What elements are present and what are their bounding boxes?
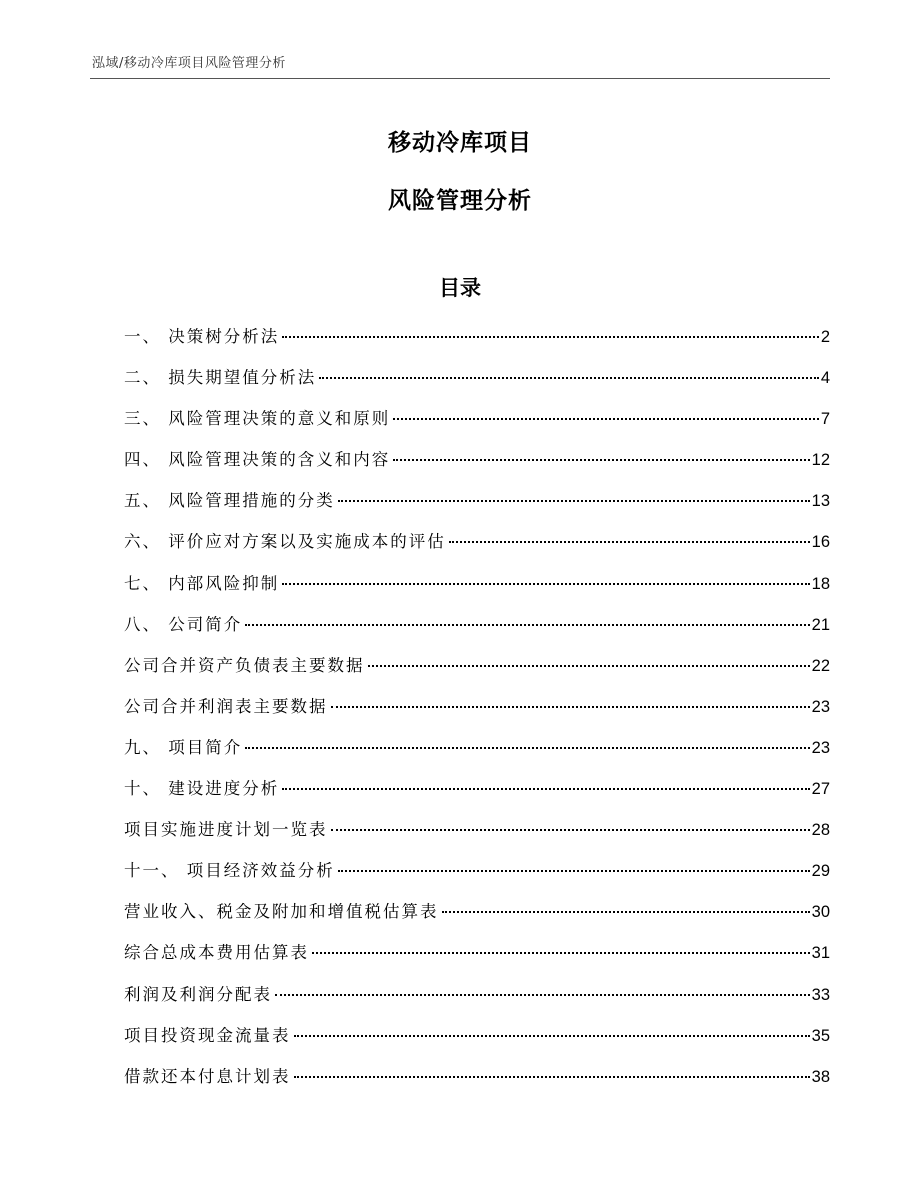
toc-dot-leader [319,376,819,379]
toc-entry[interactable] [124,653,830,694]
toc-entry[interactable] [124,858,830,899]
toc-dot-leader [282,335,819,338]
toc-entry-page-number: 18 [811,574,830,593]
toc-entry[interactable] [124,776,830,817]
toc-entry-page-number: 27 [811,780,830,799]
toc-entry-label: 营业收入、税金及附加和增值税估算表 [124,902,439,922]
toc-entry-page-number: 31 [811,944,830,963]
toc-entry-page-number: 21 [811,615,830,634]
toc-entry-page-number: 23 [811,738,830,757]
table-of-contents [124,324,830,1105]
toc-dot-leader [368,664,810,667]
document-title-line-2: 风险管理分析 [388,188,532,214]
toc-entry-label: 项目实施进度计划一览表 [124,820,328,840]
toc-entry-label: 利润及利润分配表 [124,984,272,1004]
toc-dot-leader [245,746,809,749]
toc-dot-leader [331,828,810,831]
toc-entry-page-number: 38 [811,1067,830,1086]
toc-entry-page-number: 7 [820,410,830,429]
toc-entry[interactable] [124,365,830,406]
toc-entry-label: 六、 评价应对方案以及实施成本的评估 [124,532,446,552]
toc-entry-label: 九、 项目简介 [124,737,243,757]
toc-entry[interactable] [124,982,830,1023]
toc-entry-page-number: 22 [811,656,830,675]
toc-dot-leader [275,993,810,996]
toc-entry-label: 四、 风险管理决策的含义和内容 [124,450,391,470]
toc-entry[interactable] [124,899,830,940]
toc-heading: 目录 [439,276,481,300]
toc-entry-label: 二、 损失期望值分析法 [124,368,317,388]
toc-entry[interactable] [124,488,830,529]
toc-entry[interactable] [124,817,830,858]
toc-entry-page-number: 4 [820,369,830,388]
toc-entry[interactable] [124,529,830,570]
toc-entry-page-number: 16 [811,533,830,552]
toc-dot-leader [338,869,810,872]
document-title-line-1: 移动冷库项目 [388,130,532,156]
toc-dot-leader [449,540,810,543]
toc-entry-label: 十、 建设进度分析 [124,779,280,799]
toc-entry-page-number: 2 [820,328,830,346]
toc-entry-page-number: 29 [811,862,830,881]
toc-entry[interactable] [124,694,830,735]
toc-dot-leader [331,705,810,708]
toc-entry-page-number: 35 [811,1026,830,1045]
toc-entry-label: 借款还本付息计划表 [124,1066,291,1086]
toc-entry-label: 十一、 项目经济效益分析 [124,861,335,881]
toc-dot-leader [312,951,810,954]
toc-entry[interactable] [124,735,830,776]
toc-entry-page-number: 33 [811,985,830,1004]
toc-entry-label: 七、 内部风险抑制 [124,573,280,593]
toc-entry-label: 项目投资现金流量表 [124,1025,291,1045]
running-header: 泓域/移动冷库项目风险管理分析 [92,56,286,71]
toc-dot-leader [245,623,809,626]
toc-entry[interactable] [124,324,830,365]
toc-entry-label: 公司合并利润表主要数据 [124,696,328,716]
toc-dot-leader [338,499,810,502]
toc-dot-leader [442,910,810,913]
toc-dot-leader [294,1075,810,1078]
toc-entry[interactable] [124,612,830,653]
toc-entry-page-number: 23 [811,697,830,716]
toc-dot-leader [294,1034,810,1037]
toc-entry[interactable] [124,1023,830,1064]
toc-dot-leader [393,417,819,420]
toc-entry-label: 三、 风险管理决策的意义和原则 [124,409,391,429]
header-divider [90,78,830,79]
toc-dot-leader [282,787,809,790]
toc-entry-page-number: 12 [811,451,830,470]
toc-entry[interactable] [124,571,830,612]
toc-entry-label: 公司合并资产负债表主要数据 [124,655,365,675]
toc-entry-label: 综合总成本费用估算表 [124,943,309,963]
toc-entry-label: 一、 决策树分析法 [124,327,280,346]
toc-entry[interactable] [124,1064,830,1105]
toc-entry-page-number: 28 [811,821,830,840]
toc-dot-leader [393,458,809,461]
toc-entry[interactable] [124,447,830,488]
toc-entry[interactable] [124,406,830,447]
toc-entry-label: 五、 风险管理措施的分类 [124,491,335,511]
toc-dot-leader [282,582,809,585]
toc-entry[interactable] [124,940,830,981]
toc-entry-page-number: 30 [811,903,830,922]
toc-entry-page-number: 13 [811,492,830,511]
toc-entry-label: 八、 公司简介 [124,614,243,634]
